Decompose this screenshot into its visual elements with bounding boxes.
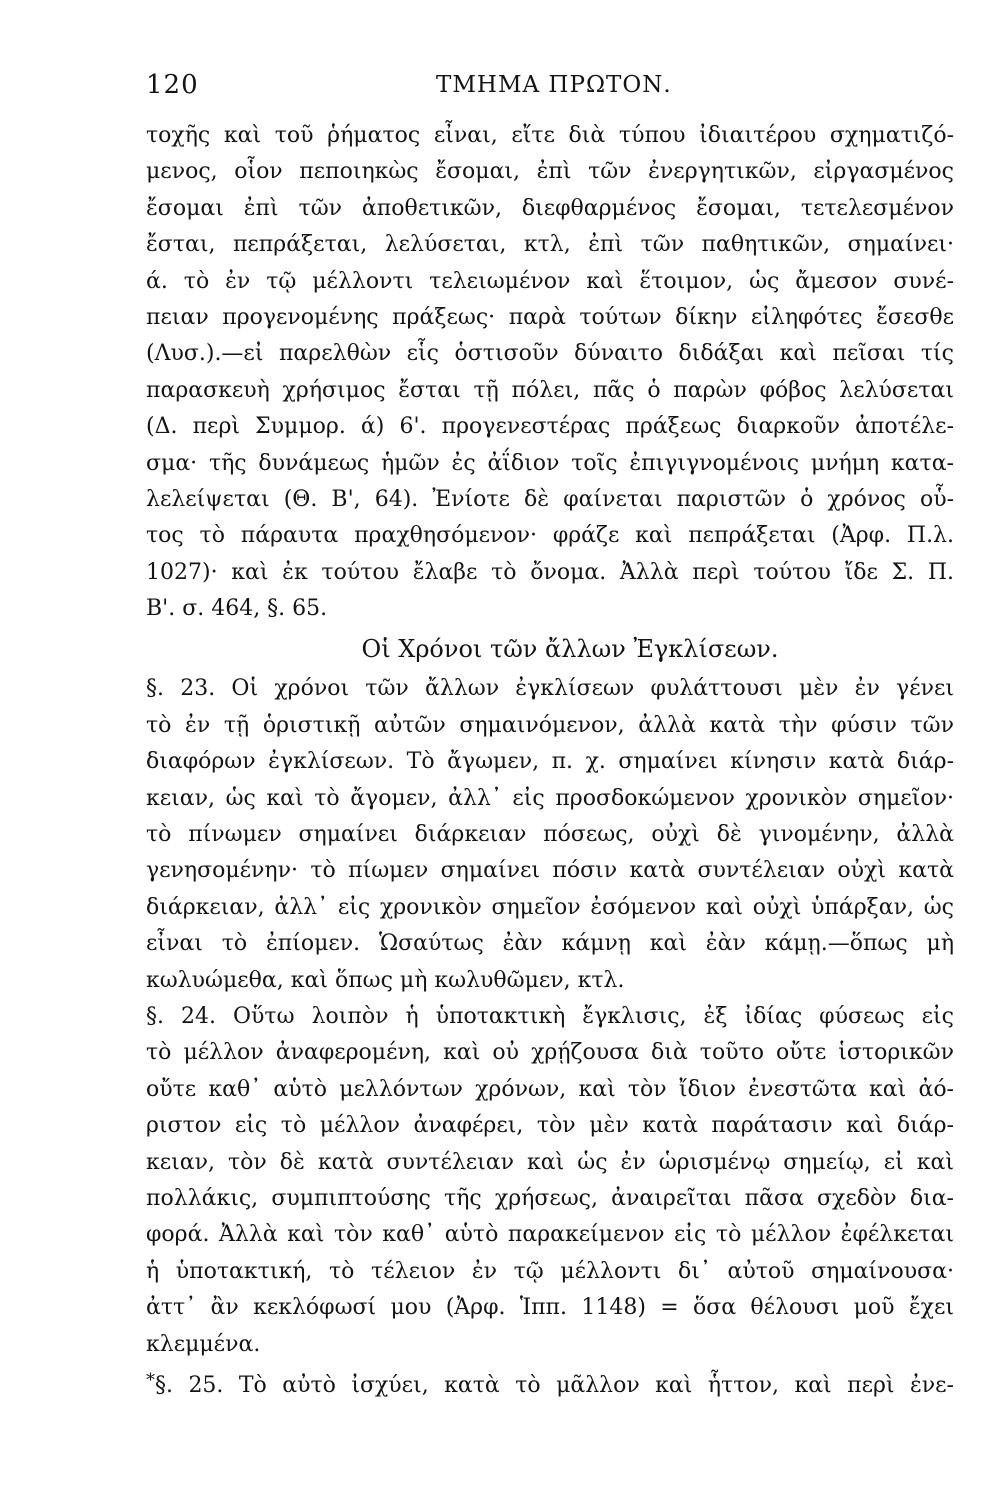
text-line: τὸ μέλλον ἀναφερομένη, καὶ οὐ χρῄζουσα διὰ τοῦτο οὔτε ἱστορικῶν: [146, 1040, 954, 1066]
text-line: εἶναι τὸ ἐπίομεν. Ὡσαύτως ἐὰν κάμνῃ καὶ ἐὰν κάμῃ.—ὅπως μὴ: [146, 931, 954, 957]
text-line: κωλυώμεθα, καὶ ὅπως μὴ κωλυθῶμεν, κτλ.: [146, 967, 625, 993]
text-line: §. 24. Οὕτω λοιπὸν ἡ ὑποτακτικὴ ἔγκλισις, ἐξ ἰδίας φύσεως εἰς: [146, 1003, 954, 1029]
text-line: ἀττ᾽ ἂν κεκλόφωσί μου (Ἀρφ. Ἱππ. 1148) = ὅσα θέλουσι μοῦ ἔχει: [146, 1295, 954, 1321]
paragraph-section-24: [146, 999, 954, 1363]
text-line: μενος, οἷον πεποιηκὼς ἔσομαι, ἐπὶ τῶν ἐνεργητικῶν, εἰργασμένος: [146, 159, 954, 185]
paragraph-section-25: [146, 1363, 954, 1399]
running-title: ΤΜΗΜΑ ΠΡΩΤΟΝ.: [436, 72, 672, 98]
text-line: διαφόρων ἐγκλίσεων. Τὸ ἄγωμεν, π. χ. σημαίνει κίνησιν κατὰ διάρ-: [146, 749, 954, 775]
text-line: ἡ ὑποτακτική, τὸ τέλειον ἐν τῷ μέλλοντι δι᾽ αὐτοῦ σημαίνουσα·: [146, 1258, 954, 1284]
text-line: κειαν, ὡς καὶ τὸ ἄγομεν, ἀλλ᾽ εἰς προσδοκώμενον χρονικὸν σημεῖον·: [146, 785, 954, 811]
text-line: ἔσομαι ἐπὶ τῶν ἀποθετικῶν, διεφθαρμένος ἔσομαι, τετελεσμένον: [146, 195, 954, 221]
text-line: (Δ. περὶ Συμμορ. ά) 6'. προγενεστέρας πράξεως διαρκοῦν ἀποτέλε-: [146, 414, 954, 440]
text-line: (Λυσ.).—εἰ παρελθὼν εἷς ὁστισοῦν δύναιτο διδάξαι καὶ πεῖσαι τίς: [146, 341, 954, 367]
text-line: πειαν προγενομένης πράξεως· παρὰ τούτων δίκην εἰληφότες ἔσεσθε: [146, 304, 954, 330]
text-line: κειαν, τὸν δὲ κατὰ συντέλειαν καὶ ὡς ἐν ὡρισμένῳ σημείῳ, εἰ καὶ: [146, 1149, 954, 1175]
text-line: οὔτε καθ᾽ αὑτὸ μελλόντων χρόνων, καὶ τὸν ἴδιον ἐνεστῶτα καὶ ἀό-: [146, 1076, 954, 1102]
text-line: Β'. σ. 464, §. 65.: [146, 596, 328, 622]
body-text: [146, 118, 954, 1399]
text-line: ἔσται, πεπράξεται, λελύσεται, κτλ, ἐπὶ τῶν παθητικῶν, σημαίνει·: [146, 232, 954, 258]
paragraph-future-perfect: [146, 118, 954, 627]
text-line: ριστον εἰς τὸ μέλλον ἀναφέρει, τὸν μὲν κατὰ παράτασιν καὶ διάρ-: [146, 1113, 954, 1139]
paragraph-section-23: [146, 671, 954, 999]
text-line: ά. τὸ ἐν τῷ μέλλοντι τελειωμένον καὶ ἕτοιμον, ὡς ἄμεσον συνέ-: [146, 268, 954, 294]
text-line: γενησομένην· τὸ πίωμεν σημαίνει πόσιν κατὰ συντέλειαν οὐχὶ κατὰ: [146, 858, 954, 884]
text-line: διάρκειαν, ἀλλ᾽ εἰς χρονικὸν σημεῖον ἐσόμενον καὶ οὐχὶ ὑπάρξαν, ὡς: [146, 894, 954, 920]
text-line: [146, 1363, 954, 1399]
running-head: [146, 70, 954, 104]
page-number: 120: [146, 70, 199, 100]
text-line: λελείψεται (Θ. Β', 64). Ἐνίοτε δὲ φαίνεται παριστῶν ὁ χρόνος οὗ-: [146, 486, 954, 512]
text-line: τὸ ἐν τῇ ὁριστικῇ αὐτῶν σημαινόμενον, ἀλλὰ κατὰ τὴν φύσιν τῶν: [146, 712, 954, 738]
text-line: §. 23. Οἱ χρόνοι τῶν ἄλλων ἐγκλίσεων φυλάττουσι μὲν ἐν γένει: [146, 676, 954, 702]
asterisk-marker: *: [146, 1369, 155, 1391]
text-line: τὸ πίνωμεν σημαίνει διάρκειαν πόσεως, οὐχὶ δὲ γινομένην, ἀλλὰ: [146, 822, 954, 848]
text-line: 1027)· καὶ ἐκ τούτου ἔλαβε τὸ ὄνομα. Ἀλλὰ περὶ τούτου ἴδε Σ. Π.: [146, 559, 954, 585]
text-line: τος τὸ πάραυτα πραχθησόμενον· φράζε καὶ πεπράξεται (Ἀρφ. Π.λ.: [146, 523, 954, 549]
text-line: παρασκευὴ χρήσιμος ἔσται τῇ πόλει, πᾶς ὁ παρὼν φόβος λελύσεται: [146, 377, 954, 403]
text-line-content: §. 25. Τὸ αὐτὸ ἰσχύει, κατὰ τὸ μᾶλλον καὶ ἧττον, καὶ περὶ ἐνε-: [155, 1372, 954, 1398]
text-line: πολλάκις, συμπιπτούσης τῆς χρήσεως, ἀναιρεῖται πᾶσα σχεδὸν δια-: [146, 1185, 954, 1211]
text-line: φορά. Ἀλλὰ καὶ τὸν καθ᾽ αὑτὸ παρακείμενον εἰς τὸ μέλλον ἐφέλκεται: [146, 1222, 954, 1248]
section-heading: Οἱ Χρόνοι τῶν ἄλλων Ἐγκλίσεων.: [361, 635, 779, 664]
text-line: σμα· τῆς δυνάμεως ἡμῶν ἐς ἀΐδιον τοῖς ἐπιγιγνομένοις μνήμη κατα-: [146, 450, 954, 476]
text-line: κλεμμένα.: [146, 1331, 261, 1357]
text-line: τοχῆς καὶ τοῦ ῥήματος εἶναι, εἴτε διὰ τύπου ἰδιαιτέρου σχηματιζό-: [146, 123, 954, 148]
